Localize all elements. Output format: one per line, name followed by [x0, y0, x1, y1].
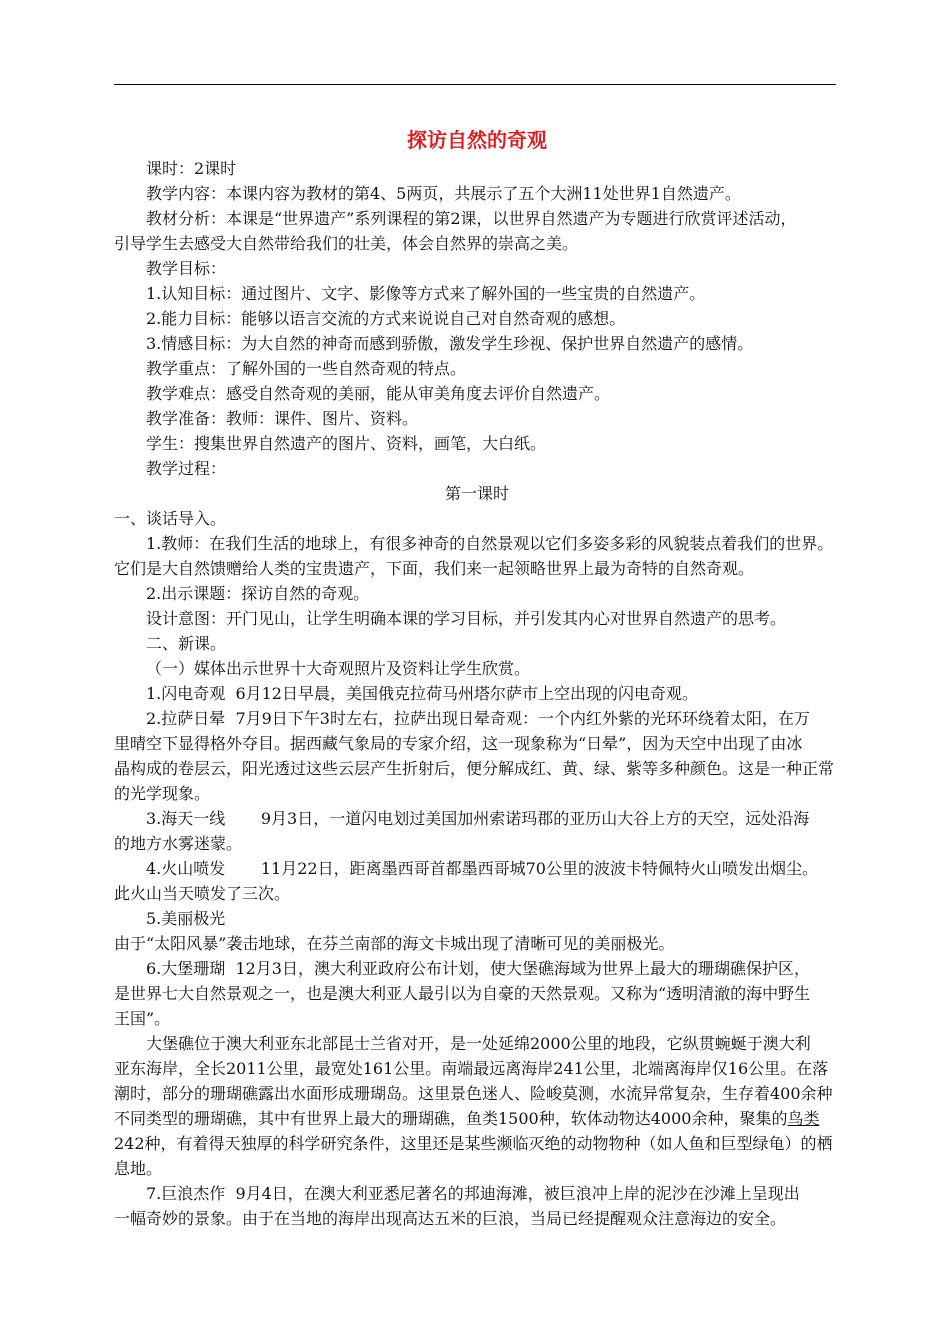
paragraph: 设计意图：开门见山，让学生明确本课的学习目标，并引发其内心对世界自然遗产的思考。 [146, 609, 787, 628]
paragraph: 教学重点：了解外国的一些自然奇观的特点。 [146, 359, 467, 378]
paragraph: 由于“太阳风暴”袭击地球，在芬兰南部的海文卡城出现了清晰可见的美丽极光。 [114, 934, 675, 953]
document-body [114, 124, 840, 1231]
paragraph: 1.认知目标：通过图片、文字、影像等方式来了解外国的一些宝贵的自然遗产。 [146, 284, 706, 303]
paragraph: 课时：2课时 [146, 159, 237, 178]
paragraph-text: 不同类型的珊瑚礁，其中有世界上最大的珊瑚礁，鱼类1500种，软体动物达4000余种，聚集的 [114, 1109, 788, 1128]
paragraph: 此火山当天喷发了三次。 [114, 884, 291, 903]
paragraph: 1.闪电奇观 6月12日早晨，美国俄克拉荷马州塔尔萨市上空出现的闪电奇观。 [146, 684, 698, 703]
paragraph: 引导学生去感受大自然带给我们的壮美，体会自然界的崇高之美。 [114, 234, 579, 253]
paragraph: 教学准备：教师：课件、图片、资料。 [146, 409, 419, 428]
paragraph: 一、谈话导入。 [114, 509, 227, 528]
paragraph: 7.巨浪杰作 9月4日，在澳大利亚悉尼著名的邦迪海滩，被巨浪冲上岸的泥沙在沙滩上呈现出 [146, 1184, 800, 1203]
paragraph: 教学内容：本课内容为教材的第4、5两页，共展示了五个大洲11处世界1自然遗产。 [146, 184, 741, 203]
paragraph: 息地。 [114, 1159, 163, 1178]
paragraph: 教学难点：感受自然奇观的美丽，能从审美角度去评价自然遗产。 [146, 384, 611, 403]
paragraph: 242种，有着得天独厚的科学研究条件，这里还是某些濒临灭绝的动物物种（如人鱼和巨型绿龟）的栖 [114, 1134, 833, 1153]
paragraph: 教材分析：本课是“世界遗产”系列课程的第2课，以世界自然遗产为专题进行欣赏评述活动， [146, 209, 797, 228]
paragraph: 2.能力目标：能够以语言交流的方式来说说自己对自然奇观的感想。 [146, 309, 626, 328]
paragraph: 晶构成的卷层云，阳光透过这些云层产生折射后，便分解成红、黄、绿、紫等多种颜色。这是一种正常 [114, 759, 835, 778]
paragraph: 3.海天一线 9月3日，一道闪电划过美国加州索诺玛郡的亚历山大谷上方的天空，远处沿海 [146, 809, 810, 828]
paragraph: 1.教师：在我们生活的地球上，有很多神奇的自然景观以它们多姿多彩的风貌装点着我们的世界。 [146, 534, 834, 553]
paragraph: 学生：搜集世界自然遗产的图片、资料，画笔，大白纸。 [146, 434, 547, 453]
section-heading: 第一课时 [444, 484, 509, 503]
header-rule [114, 84, 836, 85]
paragraph: 里晴空下显得格外夺目。据西藏气象局的专家介绍，这一现象称为“日晕”，因为天空中出现了由冰 [114, 734, 803, 753]
paragraph: 2.拉萨日晕 7月9日下午3时左右，拉萨出现日晕奇观：一个内红外紫的光环环绕着太阳，在万 [146, 709, 810, 728]
paragraph: 二、新课。 [146, 634, 227, 653]
paragraph: 王国”。 [114, 1009, 171, 1028]
paragraph-with-link [114, 1106, 840, 1131]
birds-link[interactable]: 鸟类 [787, 1109, 820, 1128]
paragraph: 教学过程： [146, 459, 227, 478]
paragraph: 是世界七大自然景观之一，也是澳大利亚人最引以为自豪的天然景观。又称为“透明清澈的海中野生 [114, 984, 811, 1003]
paragraph: 亚东海岸，全长2011公里，最宽处161公里。南端最远离海岸241公里，北端离海岸仅16公里。在落 [114, 1059, 829, 1078]
paragraph: 它们是大自然馈赠给人类的宝贵遗产，下面，我们来一起领略世界上最为奇特的自然奇观。 [114, 559, 755, 578]
paragraph: 的光学现象。 [114, 784, 211, 803]
paragraph: 一幅奇妙的景象。由于在当地的海岸出现高达五米的巨浪，当局已经提醒观众注意海边的安全。 [114, 1209, 787, 1228]
paragraph: 潮时，部分的珊瑚礁露出水面形成珊瑚岛。这里景色迷人、险峻莫测，水流异常复杂，生存着400余种 [114, 1084, 833, 1103]
paragraph: 大堡礁位于澳大利亚东北部昆士兰省对开，是一处延绵2000公里的地段，它纵贯蜿蜒于澳大利 [146, 1034, 811, 1053]
paragraph: 教学目标： [146, 259, 227, 278]
paragraph: 的地方水雾迷蒙。 [114, 834, 243, 853]
paragraph: 5.美丽极光 [146, 909, 226, 928]
paragraph: （一）媒体出示世界十大奇观照片及资料让学生欣赏。 [146, 659, 531, 678]
document-title: 探访自然的奇观 [407, 128, 547, 152]
paragraph: 4.火山喷发 11月22日，距离墨西哥首都墨西哥城70公里的波波卡特佩特火山喷发出烟尘。 [146, 859, 818, 878]
paragraph: 6.大堡珊瑚 12月3日，澳大利亚政府公布计划，使大堡礁海域为世界上最大的珊瑚礁保护区， [146, 959, 810, 978]
paragraph: 2.出示课题：探访自然的奇观。 [146, 584, 370, 603]
paragraph: 3.情感目标：为大自然的神奇而感到骄傲，激发学生珍视、保护世界自然遗产的感情。 [146, 334, 754, 353]
